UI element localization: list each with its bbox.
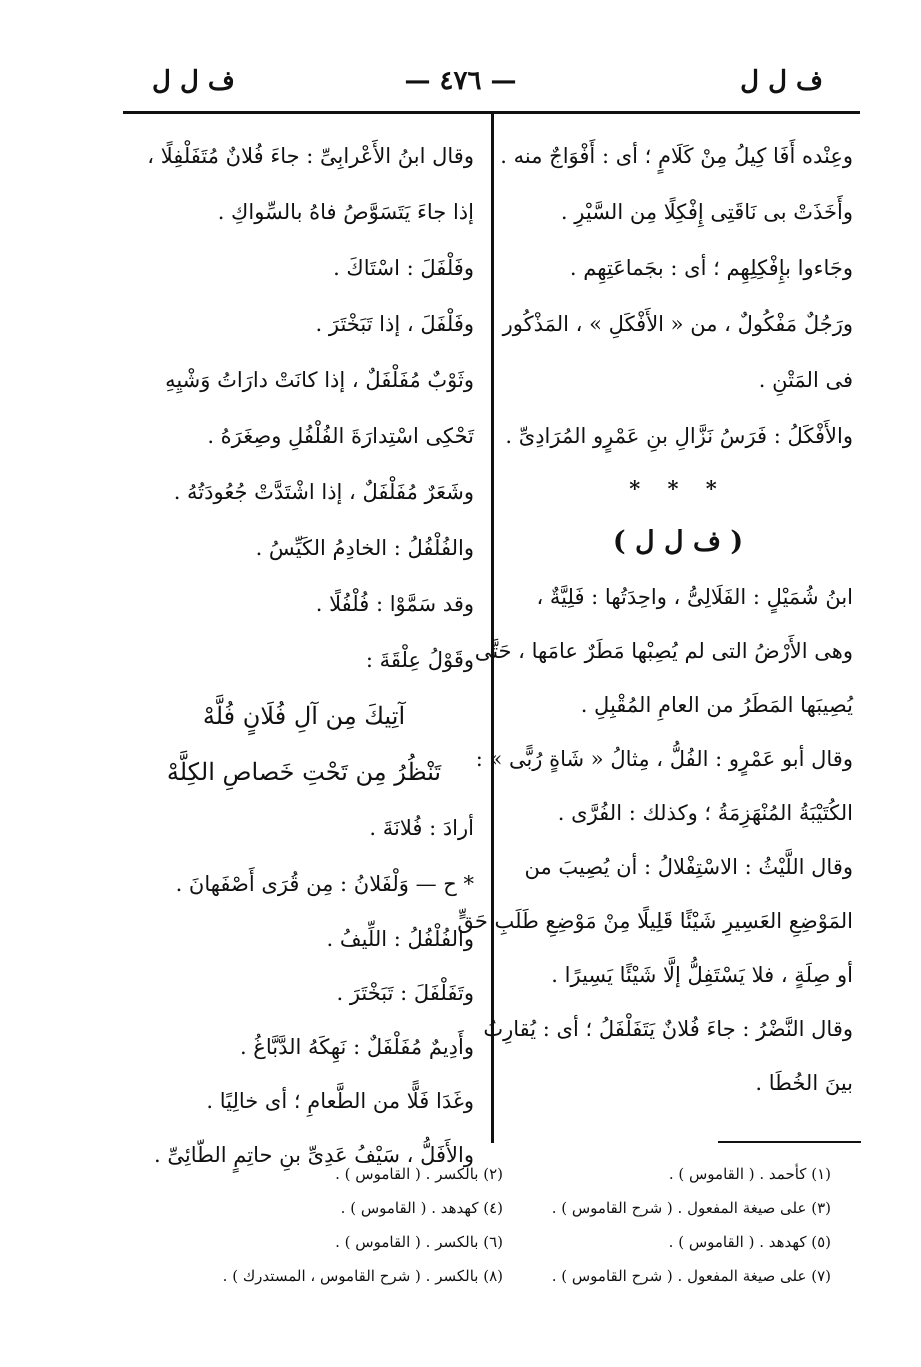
text-line: ورَجُلٌ مَفْكُولٌ ، من « الأَفْكَلِ » ، المَذْكُور: [502, 312, 853, 336]
verse-line: آتِيكَ مِن آلِ فُلَانٍ فُلَّهْ: [202, 702, 406, 730]
text-line: فى المَتْنِ .: [758, 368, 853, 392]
text-line: وقال أبو عَمْرٍو : الفُلُّ ، مِثالُ « شَاةٍ رُبًّى » :: [475, 747, 853, 771]
text-line: أو صِلَةٍ ، فلا يَسْتَفِلُّ إلَّا شَيْئًا يَسِيرًا .: [551, 963, 853, 987]
text-line: وقال اللَّيْثُ : الاسْتِفْلالُ : أن يُصِيبَ من: [524, 855, 853, 879]
page-number: — ٤٧٦ —: [404, 66, 517, 96]
text-line: * ح — وَلْفَلانُ : مِن قُرَى أَصْفَهانَ .: [175, 872, 474, 896]
text-line: أرادَ : فُلانَةَ .: [369, 816, 474, 840]
text-line: الكُتَيْبَةُ المُنْهَزِمَةُ ؛ وكذلك : الفُرَّى .: [557, 801, 853, 825]
footnote: (٦) بالكسر . ( القاموس ) .: [335, 1233, 503, 1251]
footnote: (٨) بالكسر . ( شرح القاموس ، المستدرك ) .: [222, 1267, 503, 1285]
text-line: والأَفْكَلُ : فَرَسُ نَزَّالِ بنِ عَمْرٍو المُرَادِىِّ .: [505, 424, 853, 448]
left-column: [134, 128, 474, 1182]
footnote: (٤) كهدهد . ( القاموس ) .: [340, 1199, 503, 1217]
text-line: وشَعَرٌ مُفَلْفَلٌ ، إذا اشْتَدَّتْ جُعُودَتُهُ .: [173, 480, 474, 504]
text-line: وقال ابنُ الأَعْرابِىِّ : جاءَ فُلانٌ مُتَفَلْفِلًا ،: [147, 144, 474, 168]
text-line: والفُلْفُلُ : اللِّيفُ .: [326, 927, 474, 951]
footnote: (٧) على صيغة المفعول . ( شرح القاموس ) .: [551, 1267, 831, 1285]
text-line: وأَخَذَتْ بى نَاقَتِى إِفْكِلًا مِن السَّيْرِ .: [560, 200, 853, 224]
footnote: (٣) على صيغة المفعول . ( شرح القاموس ) .: [551, 1199, 831, 1217]
footnote: (١) كأحمد . ( القاموس ) .: [668, 1165, 831, 1183]
text-line: وثَوْبٌ مُفَلْفَلٌ ، إذا كانَتْ دارَاتُ وَشْيِهِ: [165, 368, 474, 392]
text-line: وقد سَمَّوْا : فُلْفُلًا .: [315, 592, 474, 616]
text-line: ابنُ شُمَيْلٍ : الفَلَالِىُّ ، واحِدَتُها : فَلِيَّةٌ ،: [536, 585, 853, 609]
text-line: وغَدَا فَلًّا من الطَّعامِ ؛ أى خالِيًا .: [206, 1089, 474, 1113]
footnote-rule: [718, 1141, 861, 1143]
verse-line: تَنْظُرُ مِن تَحْتِ خَصاصِ الكِلَّهْ: [166, 758, 442, 786]
text-line: وفَلْفَلَ : اسْتَاكَ .: [333, 256, 474, 280]
section-title: ( ف ل ل ): [612, 526, 744, 557]
right-column: [457, 128, 853, 1110]
text-line: وقال النَّضْرُ : جاءَ فُلانٌ يَتَفَلْفَلُ ؛ أى : يُقارِبُ: [483, 1017, 853, 1041]
footnote: (٢) بالكسر . ( القاموس ) .: [335, 1165, 503, 1183]
header-root-right: ف ل ل: [740, 66, 823, 96]
text-line: يُصِيبَها المَطَرُ من العامِ المُقْبِلِ .: [580, 693, 853, 717]
footnote: (٥) كهدهد . ( القاموس ) .: [668, 1233, 831, 1251]
text-line: إذا جاءَ يَتَسَوَّصُ فاهُ بالسِّواكِ .: [217, 200, 474, 224]
text-line: والأَفَلُّ ، سَيْفُ عَدِىِّ بنِ حاتِمٍ الطّائِىِّ .: [154, 1143, 474, 1167]
text-line: وقَوْلُ عِلْقَةَ :: [365, 648, 474, 672]
text-line: تَحْكِى اسْتِدارَةَ الفُلْفُلِ وصِغَرَهُ .: [207, 424, 474, 448]
text-line: وعِنْده أَفَا كِيلُ مِنْ كَلَامٍ ؛ أى : أَفْوَاجٌ منه .: [500, 144, 853, 168]
section-separator: * * *: [629, 476, 727, 501]
text-line: والفُلْفُلُ : الخادِمُ الكَيِّسُ .: [255, 536, 474, 560]
text-line: وفَلْفَلَ ، إذا تَبَخْتَرَ .: [315, 312, 474, 336]
text-line: وجَاءوا بإِفْكِلِهِم ؛ أى : بجَماعَتِهِم .: [569, 256, 853, 280]
text-line: وهى الأَرْضُ التى لم يُصِبْها مَطَرٌ عامَها ، حَتَّى: [474, 639, 853, 663]
header-root-left: ف ل ل: [152, 66, 235, 96]
text-line: وأَدِيمٌ مُفَلْفَلٌ : نَهِكَهُ الدَّبَّاغُ .: [239, 1035, 474, 1059]
text-line: وتَفَلْفَلَ : تَبَخْتَرَ .: [336, 981, 474, 1005]
text-line: بينَ الخُطَا .: [755, 1071, 853, 1095]
text-line: المَوْضِعِ العَسِيرِ شَيْئًا قَلِيلًا مِنْ مَوْضِعِ طَلَبِ حَقٍّ: [457, 909, 853, 933]
